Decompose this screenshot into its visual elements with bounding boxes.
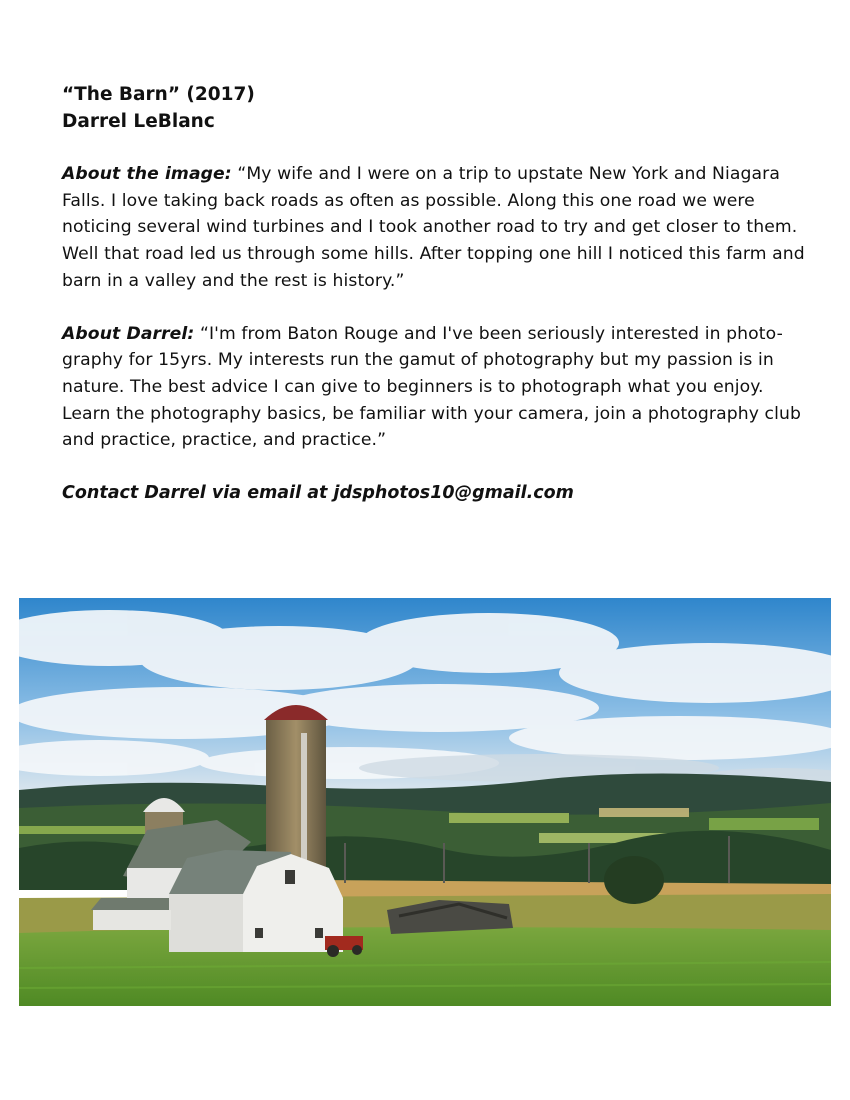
- about-image-paragraph: [62, 161, 812, 295]
- tree: [604, 856, 664, 904]
- about-image-label: About the image:: [62, 164, 232, 184]
- tall-silo: [266, 718, 326, 873]
- barn-photograph: [19, 598, 831, 1006]
- about-artist-paragraph: [62, 321, 812, 455]
- author-name: Darrel LeBlanc: [62, 111, 215, 132]
- contact-line: Contact Darrel via email at jdsphotos10@gmail.com: [62, 483, 574, 504]
- text-block: [62, 81, 812, 507]
- about-artist-text: “I'm from Baton Rouge and I've been seriously interested in photo-graphy for 15yrs. My interests run the gamut of photography but my passion is in nature. The best advice I can give to beginners is to photograph what you enjoy. Learn the photography basics, be familiar with your camera, join a photography club and practice, practice, and practice.”: [62, 323, 801, 451]
- barn-wall: [169, 894, 243, 952]
- about-image-text: “My wife and I were on a trip to upstate New York and Niagara Falls. I love taking back roads as often as possible. Along this one road we were noticing several wind turbines and I took another road to try and get closer to them. Well that road led us through some hills. After topping one hill I noticed this farm and barn in a valley and the rest is history.”: [62, 164, 805, 291]
- barn-shed-roof: [91, 898, 169, 912]
- page-title: “The Barn” (2017): [62, 84, 255, 105]
- about-artist-label: About Darrel:: [62, 323, 195, 344]
